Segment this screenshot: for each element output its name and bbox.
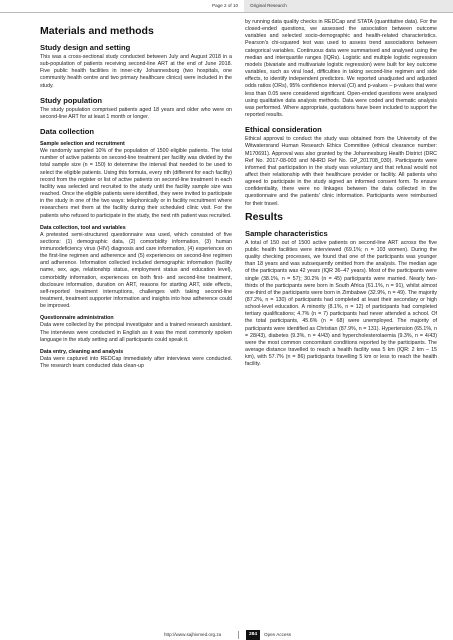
heading-results: Results bbox=[245, 210, 283, 223]
heading-data-collection: Data collection bbox=[40, 127, 95, 137]
heading-sample-selection: Sample selection and recruitment bbox=[40, 141, 125, 148]
heading-sample-characteristics: Sample characteristics bbox=[245, 228, 328, 238]
open-access-label: Open Access bbox=[264, 632, 292, 637]
heading-data-entry: Data entry, cleaning and analysis bbox=[40, 348, 124, 355]
heading-study-population: Study population bbox=[40, 95, 103, 105]
section-label: Original Research bbox=[250, 3, 287, 8]
page-number: 284 bbox=[246, 630, 260, 640]
section-band bbox=[244, 0, 453, 12]
left-column bbox=[40, 22, 232, 373]
heading-questionnaire: Questionnaire administration bbox=[40, 315, 114, 322]
heading-study-design: Study design and setting bbox=[40, 43, 131, 52]
paragraph-tools-variables: A pretested semi-structured questionnaire was used, which consisted of five sections: (1) demographic data, (2) comorbidity information, (3) human immunodeficiency virus (HIV) diagnosis and care information, (4) experiences on the first-line regimen and adherence and (5) experiences on second-line regimen and adherence. Information collected included demographic information (facility name, sex, age, relationship status, employment status and education level), comorbidity information, experiences on both first- and second-line treatment, disclosure information, duration on ART, reasons for starting ART, side effects, self-reported treatment interruptions, challenges with taking second-line treatment, treatment supporter information and insights into how adherence could be improved. bbox=[40, 231, 232, 310]
paragraph-study-design: This was a cross-sectional study conducted between July and August 2018 in a sub-population of patients receiving second-line ART at the end of June 2018. Five public health facilities in inner-city Johannesburg (two hospitals, one community health centre and two primary healthcare clinics) were included in the study. bbox=[40, 54, 232, 89]
paragraph-sample-characteristics: A total of 150 out of 1500 active patients on second-line ART across the five public health facilities were interviewed (69.1%; n = 103 women). During the quality checking processes, we found that one of the participants was younger than 18 years and was subsequently omitted from the analysis. The median age of the participants was 42 years (IQR 36–47 years). Most of the participants were single (38.1%, n = 57); 30.2% (n = 45) participants were married. Nearly two-thirds of the participants were born in South Africa (61.1%, n = 91), whilst almost one-third of the participants were born in Zimbabwe (32.9%, n = 49). The majority (87.2%, n = 130) of participants had completed at least their secondary or high school-level education. A minority (8.1%, n = 12) of participants had completed tertiary qualifications; 4.7% (n = 7) participants had never attended a school. Of the total participants, 45.6% (n = 68) were unemployed. The majority of participants were identified as Christian (87.9%, n = 131). Hypertension (65.1%, n = 28/43), diabetes (9.3%, n = 4/43) and hypercholesterolaemia (9.3%, n = 4/43) were the most common concomitant conditions reported by the participants. The average distance travelled to reach a health facility was 5 km (IQR: 2 km – 15 km), with 57.7% (n = 86) participants travelling 5 km or less to reach the health facility. bbox=[245, 239, 437, 368]
page-header bbox=[0, 0, 453, 12]
paragraph-questionnaire: Data were collected by the principal investigator and a trained research assistant. The interviews were conducted in English as it was the most commonly spoken language in the study setting and all participants could speak it. bbox=[40, 322, 232, 343]
paragraph-sample-selection: We randomly sampled 10% of the population of 1500 eligible patients. The total number of active patients on second-line treatment per facility was divided by the total sample size (n = 150) to determine the interval that needed to be used to select the eligible patients. Using this formula, every nth (different for each facility) record from the register or list of active patients on second-line treatment in each facility was selected and recruited to the study until the facility sample size was reached. Once the eligible patients were identified, they were invited to participate in the study in one of the two ways: telephonically or in facility recruitment where researchers met them at the facility during their scheduled clinic visit. For the patients who refused to participate in the study, the next nth patient was recruited. bbox=[40, 148, 232, 219]
header-divider bbox=[0, 12, 453, 13]
page-footer bbox=[0, 630, 453, 640]
heading-methods: Materials and methods bbox=[40, 25, 154, 37]
journal-url-link[interactable]: http://www.sajhivmed.org.za bbox=[164, 632, 222, 637]
paragraph-data-entry: Data were captured into REDCap immediately after interviews were conducted. The research team conducted data clean-up bbox=[40, 355, 232, 369]
paragraph-analysis: by running data quality checks in REDCap and STATA (quantitative data). For the closed-ended questions, we assessed the association between outcome variables and selected socio-demographic and health-related characteristics. Pearson's chi-squared test was used to assess trend associations between categorical variables. Continuous data were summarised and analysed using the median and interquartile ranges (IQRs). Logistic and multiple logistic regression models (bivariate and multivariate logistic regression) were built for key outcome variables, such as viral load, difficulties in taking second-line regimen and side effects, to identify independent predictors. We reported unadjusted and adjusted odds ratios (ORs), 95% confidence interval (CI) and p-values – p-values that were less than 0.05 were considered significant. Open-ended questions were analysed using qualitative data analysis methods. Data were coded and thematic analysis was performed. Where appropriate, quotations have been included to support the reported results. bbox=[245, 19, 437, 119]
right-column bbox=[245, 19, 437, 372]
paragraph-study-population: The study population comprised patients aged 18 years and older who were on second-line ART for at least 1 month or longer. bbox=[40, 106, 232, 120]
footer-divider bbox=[238, 631, 239, 639]
paragraph-ethics: Ethical approval to conduct the study was obtained from the University of the Witwatersrand Human Research Ethics Committee (ethical clearance number: M170691). Approval was also granted by the Johannesburg Health District (DRC Ref No. 2017-08-003 and NHRD Ref No. GP_201708_030). Participants were informed that participation in the study was voluntary and that refusal would not affect their relationship with their healthcare provider or facility. All patients who agreed to participate in the study signed an informed consent form. To ensure confidentiality, there were no linkages between the data collected in the questionnaire and the patients' clinic information. Participants were reimbursed for their travel. bbox=[245, 136, 437, 207]
heading-ethics: Ethical consideration bbox=[245, 125, 322, 135]
heading-tools-variables: Data collection, tool and variables bbox=[40, 224, 126, 231]
page-indicator: Page 2 of 10 bbox=[212, 3, 239, 8]
